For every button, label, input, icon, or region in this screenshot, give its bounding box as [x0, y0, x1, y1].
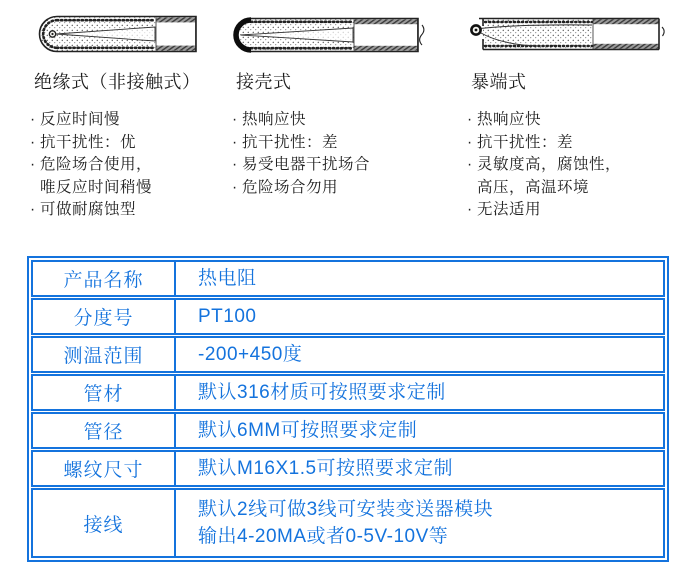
feature-text: 抗干扰性：差: [242, 133, 339, 151]
feature-text: 危险场合勿用: [242, 178, 339, 196]
spec-value: 默认2线可做3线可安装变送器模块 输出4-20MA或者0-5V-10V等: [198, 499, 494, 547]
spec-row: [31, 412, 665, 449]
feature-text: 可做耐腐蚀型: [40, 201, 137, 218]
feature-list: [30, 109, 232, 222]
feature-item: [467, 199, 690, 222]
feature-list: [467, 109, 690, 222]
feature-text: 热响应快: [477, 111, 542, 128]
exposed-probe-diagram-icon: [467, 14, 671, 54]
insulated-probe-diagram-icon: [36, 14, 198, 54]
feature-text: 高压，高温环境: [477, 178, 590, 196]
shell-contact-probe-diagram-icon: [232, 16, 430, 54]
spec-row: [31, 488, 665, 558]
diagram-box: [467, 14, 690, 56]
spec-table-body: [31, 260, 665, 558]
spec-label: 螺纹尺寸: [33, 452, 176, 485]
feature-item: [30, 177, 232, 200]
feature-item: [30, 199, 232, 222]
feature-list: [232, 109, 467, 199]
bullet-dot: ·: [232, 111, 238, 128]
spec-label: 测温范围: [33, 338, 176, 371]
spec-value: 默认316材质可按照要求定制: [198, 382, 446, 403]
diagram-box: [30, 14, 232, 56]
spec-value: PT100: [198, 306, 257, 327]
bullet-dot: ·: [467, 133, 473, 151]
spec-label: 产品名称: [33, 262, 176, 295]
spec-table: [27, 256, 669, 562]
feature-text: 无法适用: [477, 201, 542, 218]
probe-type-label: 绝缘式（非接触式）: [34, 72, 201, 92]
feature-text: 抗干扰性：优: [40, 133, 137, 151]
diagram-box: [232, 14, 467, 56]
feature-item: [467, 132, 690, 155]
bullet-dot: ·: [232, 133, 238, 151]
spec-value: 默认M16X1.5可按照要求定制: [198, 458, 454, 479]
feature-item: [30, 154, 232, 177]
feature-text: 危险场合使用，: [40, 156, 153, 173]
bullet-dot: ·: [30, 156, 36, 173]
spec-value: 默认6MM可按照要求定制: [198, 420, 418, 441]
feature-item: [232, 154, 467, 177]
feature-item: [232, 109, 467, 132]
feature-item: [232, 177, 467, 200]
bullet-dot: [30, 177, 40, 200]
probe-type-label: 接壳式: [236, 72, 292, 92]
spec-row: [31, 450, 665, 487]
spec-value: 热电阻: [198, 268, 257, 289]
bullet-dot: ·: [232, 156, 238, 173]
bullet-dot: ·: [467, 156, 473, 173]
feature-item: [30, 109, 232, 132]
bullet-dot: ·: [232, 178, 238, 196]
feature-text: 灵敏度高，腐蚀性，: [477, 156, 622, 173]
probe-type-columns: [0, 0, 700, 256]
probe-type-column-insulated: [30, 14, 232, 256]
feature-text: 抗干扰性：差: [477, 133, 574, 151]
probe-type-label: 暴端式: [471, 72, 527, 92]
bullet-dot: ·: [30, 201, 36, 218]
feature-item: [467, 177, 690, 200]
spec-label: 管径: [33, 414, 176, 447]
bullet-dot: ·: [467, 201, 473, 218]
feature-item: [30, 132, 232, 155]
probe-type-column-shell: [232, 14, 467, 256]
spec-label: 接线: [33, 490, 176, 556]
feature-text: 唯反应时间稍慢: [40, 178, 153, 196]
bullet-dot: ·: [467, 111, 473, 128]
spec-label: 管材: [33, 376, 176, 409]
bullet-dot: ·: [30, 133, 36, 151]
spec-row: [31, 298, 665, 335]
bullet-dot: [467, 177, 477, 200]
spec-value: -200+450度: [198, 344, 303, 365]
feature-item: [467, 109, 690, 132]
bullet-dot: ·: [30, 111, 36, 128]
spec-row: [31, 336, 665, 373]
feature-text: 热响应快: [242, 111, 307, 128]
spec-row: [31, 260, 665, 297]
probe-type-column-exposed: [467, 14, 690, 256]
feature-item: [467, 154, 690, 177]
feature-item: [232, 132, 467, 155]
feature-text: 反应时间慢: [40, 111, 121, 128]
spec-row: [31, 374, 665, 411]
spec-label: 分度号: [33, 300, 176, 333]
feature-text: 易受电器干扰场合: [242, 156, 371, 173]
